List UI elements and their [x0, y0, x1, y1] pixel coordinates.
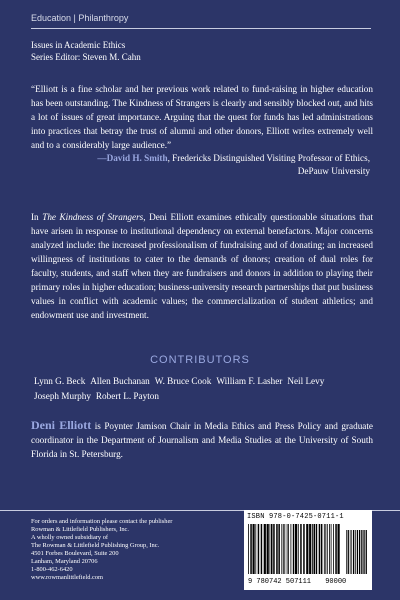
description-book-title: The Kindness of Strangers [42, 212, 144, 222]
contributor-name: Neil Levy [287, 376, 325, 386]
book-description [31, 210, 373, 322]
barcode-bar [338, 524, 340, 574]
barcode-bar [261, 524, 263, 574]
barcode-bar [267, 524, 269, 574]
review-attribution [70, 152, 370, 178]
barcode-bar [333, 524, 334, 574]
barcode-graphic [248, 524, 368, 578]
barcode-bar [276, 524, 278, 574]
barcode-bar [316, 524, 318, 574]
contributors-list [34, 374, 374, 404]
publisher-line: Lanham, Maryland 20706 [31, 558, 98, 565]
publisher-line: A wholly owned subsidiary of [31, 534, 109, 541]
contributor-name: W. Bruce Cook [154, 376, 212, 386]
contributor-name: Robert L. Payton [95, 391, 159, 401]
barcode-bar [283, 524, 284, 574]
isbn-label: ISBN 978-0-7425-0711-1 [247, 513, 344, 521]
contributor-name: Joseph Murphy [34, 391, 91, 401]
barcode-bar [291, 524, 292, 574]
reviewer-title: , Fredericks Distinguished Visiting Professor of Ethics, [167, 153, 370, 163]
barcode-bar [284, 524, 285, 574]
barcode-addon-bar [359, 530, 360, 574]
barcode-addon-bar [355, 530, 356, 574]
barcode-bar [255, 524, 256, 574]
publisher-line: The Rowman & Littlefield Publishing Group, Inc. [31, 542, 160, 549]
barcode-bar [300, 524, 302, 574]
author-bio-text: is Poynter Jamison Chair in Media Ethics and Press Policy and graduate coordinator in the Department of Journalism and Media Studies at the University of South Florida in St. Petersburg. [31, 421, 373, 459]
barcode-bar [327, 524, 328, 574]
publisher-line: For orders and information please contact the publisher [31, 518, 173, 525]
publisher-line: 4501 Forbes Boulevard, Suite 200 [31, 550, 119, 557]
barcode-bar [287, 524, 288, 574]
barcode-bar [309, 524, 311, 574]
barcode-bar [329, 524, 330, 574]
barcode-bar [270, 524, 271, 574]
barcode-bar [319, 524, 321, 574]
barcode-addon-bar [363, 530, 364, 574]
barcode-bar [293, 524, 295, 574]
contributor-name: Lynn G. Beck [34, 376, 86, 386]
barcode-bar [258, 524, 260, 574]
barcode-bar [271, 524, 273, 574]
barcode-bar [325, 524, 326, 574]
barcode-addon-bar [366, 530, 367, 574]
barcode-bar [306, 524, 308, 574]
barcode-bar [314, 524, 316, 574]
barcode-bar [321, 524, 323, 574]
barcode-bar [331, 524, 332, 574]
publisher-line: www.rowmanlittlefield.com [31, 574, 103, 581]
barcode-bar [312, 524, 313, 574]
publisher-info [31, 518, 231, 582]
reviewer-affiliation: DePauw University [297, 166, 370, 176]
barcode-bar [281, 524, 282, 574]
barcode-addon-bar [361, 530, 362, 574]
contributors-heading: CONTRIBUTORS [150, 354, 250, 366]
barcode-bar [273, 524, 275, 574]
barcode-bar [264, 524, 266, 574]
barcode-addon: 90000 [325, 578, 347, 586]
barcode-addon-bar [351, 530, 352, 574]
barcode-bar [335, 524, 337, 574]
review-quote [31, 82, 373, 152]
barcode-bar [324, 524, 325, 574]
author-bio [31, 418, 373, 461]
category-label: Education | Philanthropy [31, 13, 129, 23]
barcode-addon-bar [350, 530, 351, 574]
review-quote-text: “Elliott is a fine scholar and her previous work related to fund-raising in higher education has been outstanding. The Kindness of Strangers is clearly and sensibly blocked out, and hits a lot of issues of great importance. Arguing that the quest for funds has led administrations into practices that betray the trust of alumni and other donors, Elliott writes extremely well and to a considerably large audience.” [31, 84, 373, 150]
barcode-bar [288, 524, 289, 574]
series-info [31, 39, 141, 63]
series-editor: Series Editor: Steven M. Cahn [31, 52, 141, 62]
barcode-addon-bar [357, 530, 358, 574]
barcode-bar [298, 524, 299, 574]
contributor-name: Allen Buchanan [90, 376, 150, 386]
barcode-bar [295, 524, 297, 574]
publisher-line: Rowman & Littlefield Publishers, Inc. [31, 526, 129, 533]
barcode-bar [248, 524, 249, 574]
barcode-number [248, 578, 368, 586]
description-lead: In [31, 212, 43, 222]
description-body: , Deni Elliott examines ethically questionable situations that have arisen in response to institutional dependency on external benefactors. Major concerns analyzed include: the increased professionalism of fundraising and of donating; an increased willingness of institutions to cater to the demands of donors; creation of dual roles for faculty, students, and staff when they are fundraisers and donors in addition to playing their primary roles in higher education; business-university research partnerships that put business values in conflict with academic values; the commercialization of student athletics; and endowment use and investment. [31, 212, 373, 320]
barcode-ean: 9 780742 507111 [248, 578, 312, 586]
series-title: Issues in Academic Ethics [31, 40, 126, 50]
author-name: Deni Elliott [31, 418, 92, 432]
barcode-bar [253, 524, 255, 574]
barcode-addon-bar [346, 530, 347, 574]
barcode-addon-bar [353, 530, 354, 574]
reviewer-name: —David H. Smith [97, 153, 168, 163]
barcode-addon-bar [348, 530, 349, 574]
contributor-name: William F. Lasher [216, 376, 283, 386]
publisher-line: 1-800-462-6420 [31, 566, 73, 573]
barcode-bar [278, 524, 280, 574]
barcode-bar [250, 524, 252, 574]
top-divider [31, 28, 371, 29]
barcode-box [244, 510, 372, 590]
barcode-bar [303, 524, 305, 574]
